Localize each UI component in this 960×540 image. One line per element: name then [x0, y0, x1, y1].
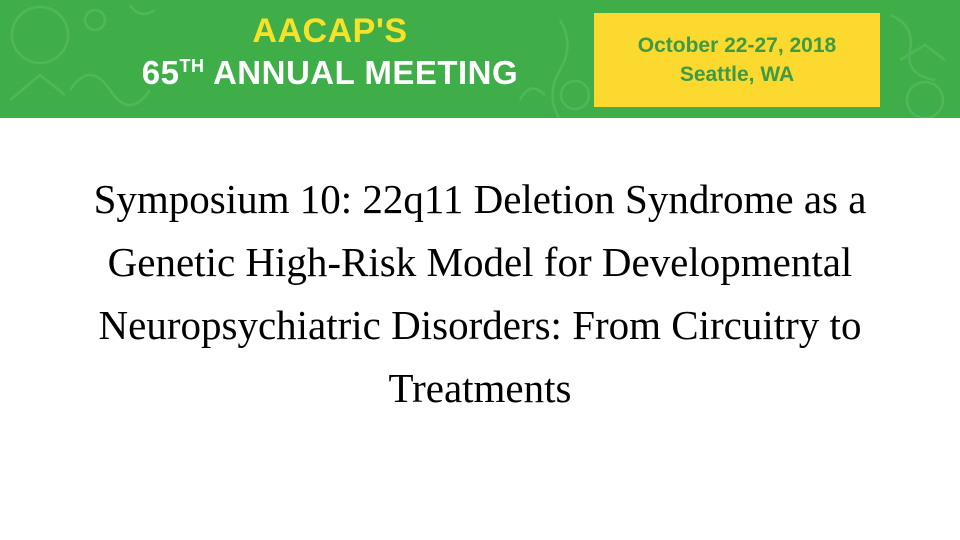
meeting-title — [110, 14, 550, 89]
slide-title: Symposium 10: 22q11 Deletion Syndrome as a Genetic High-Risk Model for Developmental Neuropsychiatric Disorders: From Circuitry to Treatments — [93, 176, 867, 411]
meeting-ordinal-suffix: TH — [179, 56, 205, 76]
date-location-box — [594, 13, 880, 107]
meeting-name-text: ANNUAL MEETING — [204, 54, 519, 91]
meeting-dates: October 22-27, 2018 — [637, 34, 837, 57]
meeting-location: Seattle, WA — [679, 63, 795, 86]
meeting-ordinal: 65 — [141, 54, 180, 91]
org-name: AACAP'S — [252, 12, 408, 50]
header-banner — [0, 0, 960, 118]
meeting-name — [110, 56, 550, 89]
